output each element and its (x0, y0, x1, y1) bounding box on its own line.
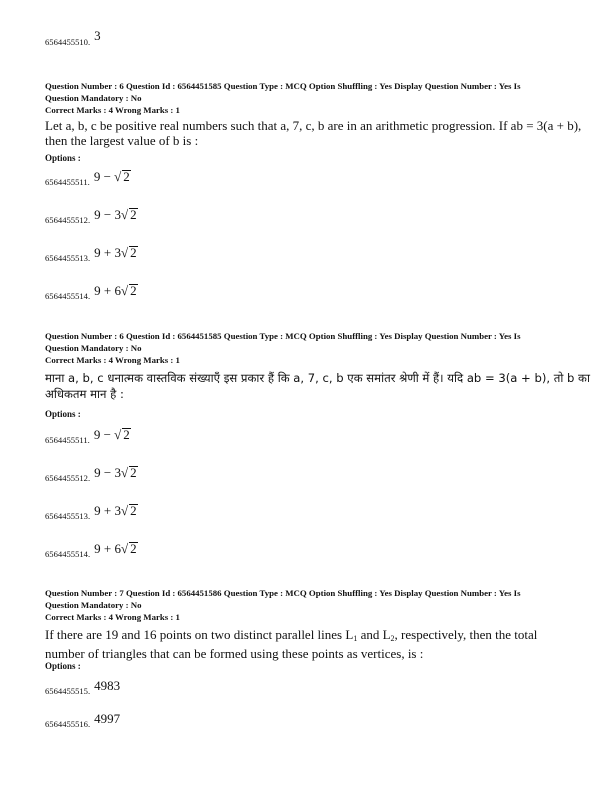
radicand: 2 (130, 283, 137, 298)
question-text-line: number of triangles that can be formed using these points as vertices, is : (45, 646, 424, 661)
subscript: 1 (353, 634, 358, 643)
question-text-line: then the largest value of b is : (45, 133, 199, 148)
option-row[interactable] (45, 711, 121, 732)
question-text (45, 118, 590, 148)
option-id: 6564455514. (45, 291, 91, 301)
options-label: Options : (45, 661, 81, 671)
option-value: 4997 (94, 711, 121, 726)
option-id: 6564455512. (45, 215, 91, 225)
sqrt-sign-icon: √ (120, 207, 129, 222)
question-mandatory: Question Mandatory : No (45, 93, 142, 103)
option-value: 3 (94, 28, 101, 43)
question-header (45, 587, 585, 623)
option-id: 6564455510. (45, 37, 91, 47)
option-value: 4983 (94, 678, 121, 693)
option-row[interactable] (45, 245, 138, 266)
option-row[interactable] (45, 541, 138, 562)
option-value-prefix: 9 − (93, 169, 115, 184)
option-value-prefix: 9 + 6 (94, 541, 121, 556)
option-row[interactable] (45, 427, 131, 448)
option-value (94, 427, 131, 442)
sqrt-sign-icon: √ (120, 465, 129, 480)
question-text (45, 370, 590, 402)
question-mandatory: Question Mandatory : No (45, 343, 142, 353)
option-row[interactable] (45, 207, 138, 228)
option-row[interactable] (45, 283, 138, 304)
option-value-prefix: 9 + 6 (94, 283, 121, 298)
question-text (45, 627, 590, 661)
options-label: Options : (45, 153, 81, 163)
question-header-line: Question Number : 7 Question Id : 6564451586 Question Type : MCQ Option Shuffling : Yes Display Question Number : Yes Is (45, 588, 521, 598)
option-id: 6564455511. (45, 177, 90, 187)
question-text-line: अधिकतम मान है : (45, 387, 124, 401)
question-header-line: Question Number : 6 Question Id : 6564451585 Question Type : MCQ Option Shuffling : Yes Display Question Number : Yes Is (45, 331, 521, 341)
option-id: 6564455514. (45, 549, 91, 559)
option-row[interactable] (45, 678, 121, 699)
option-value-prefix: 9 − (93, 427, 115, 442)
radicand: 2 (130, 207, 137, 222)
radicand: 2 (123, 427, 130, 442)
question-header-line: Question Number : 6 Question Id : 6564451585 Question Type : MCQ Option Shuffling : Yes Display Question Number : Yes Is (45, 81, 521, 91)
question-text-part: and L (357, 627, 391, 642)
option-value (94, 465, 137, 480)
radicand: 2 (130, 503, 137, 518)
option-value (94, 283, 137, 298)
radicand: 2 (130, 465, 137, 480)
sqrt-sign-icon: √ (120, 503, 129, 518)
radicand: 2 (130, 245, 137, 260)
option-value (94, 245, 137, 260)
question-marks: Correct Marks : 4 Wrong Marks : 1 (45, 612, 180, 622)
radicand: 2 (130, 541, 137, 556)
option-value-prefix: 9 − 3 (94, 465, 121, 480)
option-id: 6564455513. (45, 511, 91, 521)
option-id: 6564455511. (45, 435, 90, 445)
option-row[interactable] (45, 465, 138, 486)
question-marks: Correct Marks : 4 Wrong Marks : 1 (45, 105, 180, 115)
question-text-part: , respectively, then the total (394, 627, 538, 642)
sqrt-sign-icon: √ (114, 427, 122, 442)
option-id: 6564455516. (45, 719, 91, 729)
option-id: 6564455512. (45, 473, 91, 483)
subscript: 2 (390, 634, 395, 643)
option-id: 6564455515. (45, 686, 91, 696)
question-text-line: माना a, b, c धनात्मक वास्तविक संख्याएँ इस प्रकार हैं कि a, 7, c, b एक समांतर श्रेणी में हैं। यदि ab = 3(a + b), तो b का (45, 371, 590, 385)
radicand: 2 (123, 169, 130, 184)
sqrt-sign-icon: √ (114, 169, 122, 184)
question-text-part: If there are 19 and 16 points on two distinct parallel lines L (45, 627, 354, 642)
question-header (45, 80, 585, 116)
question-mandatory: Question Mandatory : No (45, 600, 142, 610)
option-value (94, 169, 131, 184)
question-header (45, 330, 585, 366)
sqrt-sign-icon: √ (120, 283, 129, 298)
option-id: 6564455513. (45, 253, 91, 263)
option-row[interactable] (45, 28, 101, 50)
option-row[interactable] (45, 169, 131, 190)
sqrt-sign-icon: √ (120, 541, 129, 556)
option-value (94, 541, 137, 556)
options-label: Options : (45, 409, 81, 419)
question-marks: Correct Marks : 4 Wrong Marks : 1 (45, 355, 180, 365)
option-value (94, 207, 137, 222)
question-text-line: Let a, b, c be positive real numbers such that a, 7, c, b are in an arithmetic progression. If ab = 3(a + b), (45, 118, 582, 133)
option-value-prefix: 9 + 3 (94, 503, 121, 518)
option-value-prefix: 9 + 3 (94, 245, 121, 260)
option-value-prefix: 9 − 3 (94, 207, 121, 222)
option-row[interactable] (45, 503, 138, 524)
option-value (94, 503, 137, 518)
question-text-line (45, 627, 590, 646)
sqrt-sign-icon: √ (120, 245, 129, 260)
